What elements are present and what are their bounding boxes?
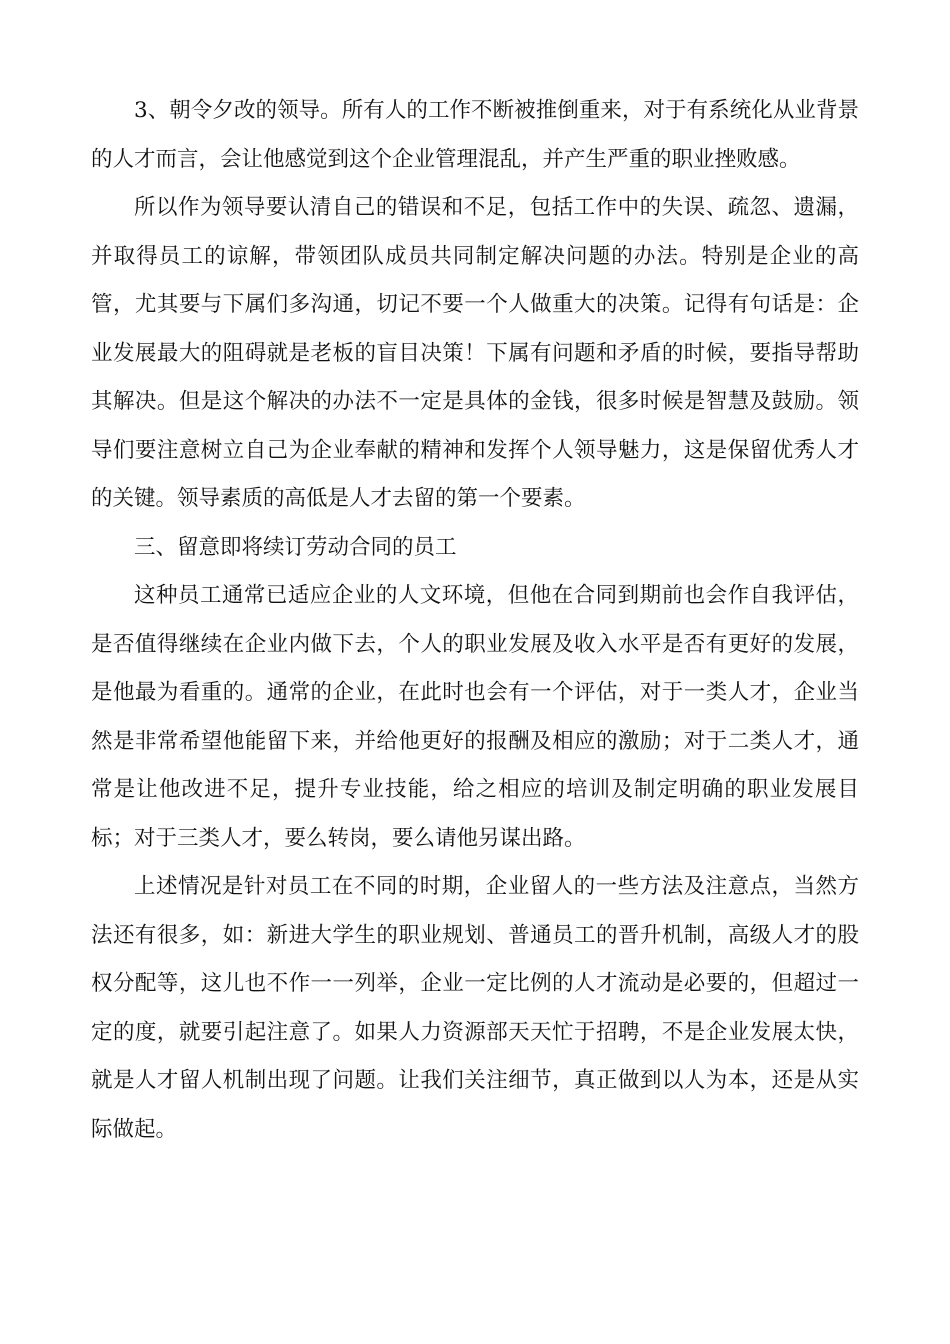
paragraph-contract-renewal: 这种员工通常已适应企业的人文环境，但他在合同到期前也会作自我评估，是否值得继续在企业内做下去，个人的职业发展及收入水平是否有更好的发展，是他最为看重的。通常的企业，在此时也会有一个评估，对于一类人才，企业当然是非常希望他能留下来，并给他更好的报酬及相应的激励；对于二类人才，通常是让他改进不足，提升专业技能，给之相应的培训及制定明确的职业发展目标；对于三类人才，要么转岗，要么请他另谋出路。: [91, 583, 859, 851]
section-heading-contract-renewal: 三、留意即将续订劳动合同的员工: [134, 534, 457, 560]
paragraph-leadership-point-3: 3、朝令夕改的领导。所有人的工作不断被推倒重来，对于有系统化从业背景的人才而言，会让他感觉到这个企业管理混乱，并产生严重的职业挫败感。: [91, 98, 859, 172]
paragraph-conclusion: 上述情况是针对员工在不同的时期，企业留人的一些方法及注意点，当然方法还有很多，如：新进大学生的职业规划、普通员工的晋升机制，高级人才的股权分配等，这儿也不作一一列举，企业一定比例的人才流动是必要的，但超过一定的度，就要引起注意了。如果人力资源部天天忙于招聘，不是企业发展太快，就是人才留人机制出现了问题。让我们关注细节，真正做到以人为本，还是从实际做起。: [91, 874, 859, 1142]
paragraph-leadership-advice: 所以作为领导要认清自己的错误和不足，包括工作中的失误、疏忽、遗漏，并取得员工的谅解，带领团队成员共同制定解决问题的办法。特别是企业的高管，尤其要与下属们多沟通，切记不要一个人做重大的决策。记得有句话是：企业发展最大的阻碍就是老板的盲目决策！下属有问题和矛盾的时候，要指导帮助其解决。但是这个解决的办法不一定是具体的金钱，很多时候是智慧及鼓励。领导们要注意树立自己为企业奉献的精神和发挥个人领导魅力，这是保留优秀人才的关键。领导素质的高低是人才去留的第一个要素。: [91, 195, 859, 511]
document-body: [91, 87, 859, 1154]
